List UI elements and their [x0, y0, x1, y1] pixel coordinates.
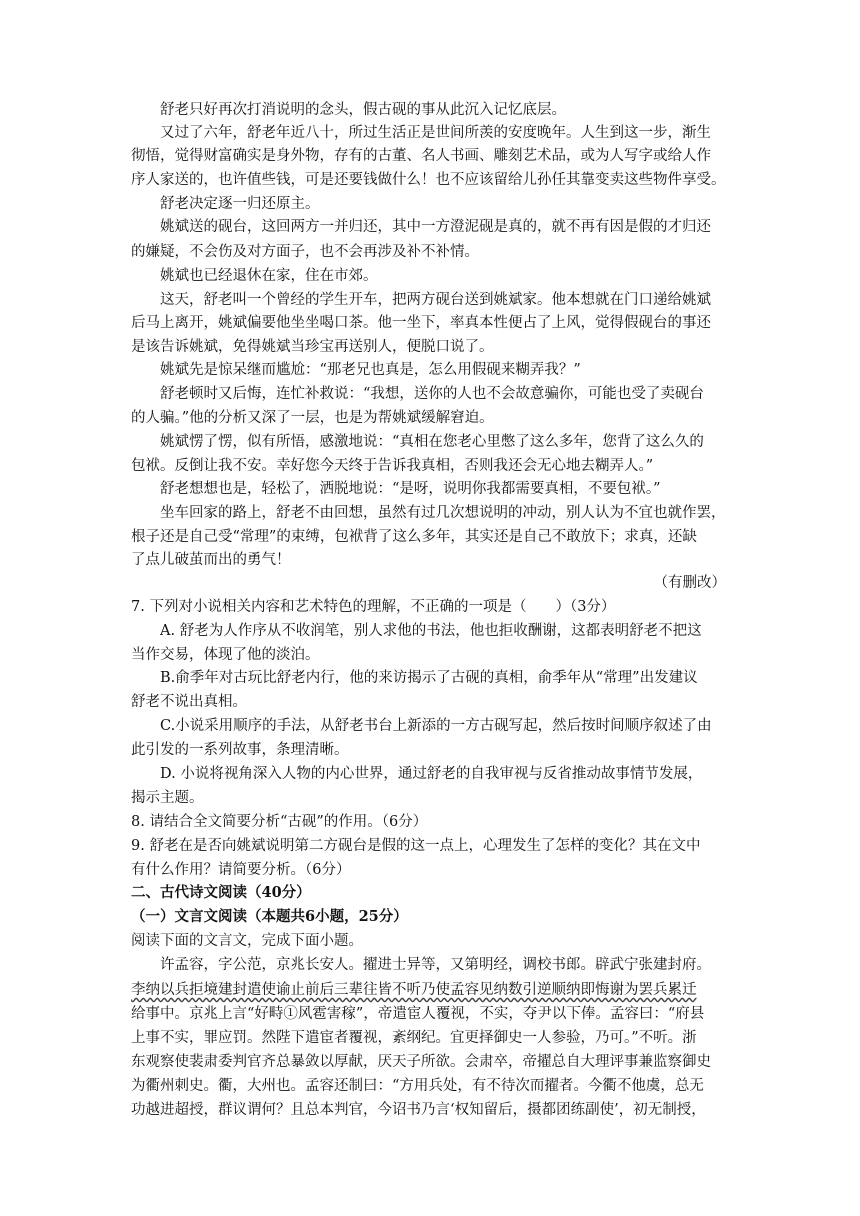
text-line — [0, 595, 860, 619]
line-text: 这天，舒老叫一个曾经的学生开车，把两方砚台送到姚斌家。他本想就在门口递给姚斌 — [160, 292, 711, 308]
text-line — [0, 1074, 860, 1098]
text-line — [0, 881, 860, 905]
text-line — [0, 858, 860, 882]
line-text: 包袱。反倒让我不安。幸好您今天终于告诉我真相，否则我还会无心地去糊弄人。” — [131, 458, 654, 474]
text-line — [0, 501, 860, 525]
text-line — [0, 525, 860, 549]
text-line — [0, 215, 860, 239]
line-text: 8. 请结合全文简要分析“古砚”的作用。（6分） — [131, 814, 428, 830]
line-text: 后马上离开，姚斌偏要他坐坐喝口茶。他一坐下，率真本性便占了上风，觉得假砚台的事还 — [131, 315, 711, 331]
text-line — [0, 786, 860, 810]
line-text: 又过了六年，舒老年近八十，所过生活正是世间所羡的安度晚年。人生到这一步，渐生 — [160, 125, 711, 141]
text-line — [0, 454, 860, 478]
line-text: 舒老只好再次打消说明的念头，假古砚的事从此沉入记忆底层。 — [160, 102, 566, 118]
text-line — [0, 738, 860, 762]
line-text: D. 小说将视角深入人物的内心世界，通过舒老的自我审视与反省推动故事情节发展， — [160, 766, 703, 782]
text-line — [0, 430, 860, 454]
line-text: 功越进超授，群议谓何？且总本判官，今诏书乃言‘权知留后，摄都团练副使’，初无制授， — [131, 1102, 706, 1118]
text-line — [0, 335, 860, 359]
line-text: 7. 下列对小说相关内容和艺术特色的理解，不正确的一项是（ ）（3分） — [131, 599, 616, 615]
line-text: 姚斌也已经退休在家，住在市郊。 — [160, 268, 378, 284]
line-text: 为衢州刺史。衢，大州也。孟容还制曰：“方用兵处，有不待次而擢者。今衢不他虞，总无 — [131, 1078, 704, 1094]
line-text: 彻悟，觉得财富确实是身外物，存有的古董、名人书画、雕刻艺术品，或为人写字或给人作 — [131, 148, 711, 164]
text-line — [0, 311, 860, 335]
text-line — [0, 905, 860, 929]
line-text: 此引发的一系列故事，条理清晰。 — [131, 742, 349, 758]
line-text: 东观察使裴肃委判官齐总暴敛以厚献，厌天子所欲。会肃卒，帝擢总自大理评事兼监察御史 — [131, 1054, 711, 1070]
text-line — [0, 929, 860, 953]
line-text: 当作交易，体现了他的淡泊。 — [131, 647, 320, 663]
text-line — [0, 810, 860, 834]
line-text: 上事不实，罪应罚。然陛下遣宦者覆视，紊纲纪。宜更择御史一人参验，乃可。”不听。浙 — [131, 1030, 697, 1046]
text-line — [0, 98, 860, 122]
line-text: 舒老想想也是，轻松了，洒脱地说：“是呀，说明你我都需要真相，不要包袱。” — [160, 481, 661, 497]
line-text: 序人家送的，也许值些钱，可是还要钱做什么！也不应该留给儿孙任其靠变卖这些物件享受。 — [131, 172, 726, 188]
text-line — [0, 666, 860, 690]
text-line — [0, 406, 860, 430]
line-text: 是该告诉姚斌，免得姚斌当珍宝再送别人，便脱口说了。 — [131, 339, 494, 355]
line-text: 阅读下面的文言文，完成下面小题。 — [131, 933, 363, 949]
text-line — [0, 690, 860, 714]
line-text: 有什么作用？请简要分析。（6分） — [131, 862, 351, 878]
text-line — [0, 571, 860, 595]
text-line — [0, 714, 860, 738]
text-line — [0, 1098, 860, 1122]
line-text: 的人骗。”他的分析又深了一层，也是为帮姚斌缓解窘迫。 — [131, 410, 494, 426]
line-text: A. 舒老为人作序从不收润笔，别人求他的书法，他也拒收酬谢，这都表明舒老不把这 — [160, 623, 702, 639]
text-line — [0, 1026, 860, 1050]
text-line — [0, 240, 860, 264]
text-line — [0, 1050, 860, 1074]
text-line — [0, 121, 860, 145]
line-text: 李纳以兵拒境建封遣使谕止前后三辈往皆不听乃使孟容见纳数引逆顺纳即悔谢为罢兵累迁 — [131, 982, 697, 998]
text-line — [0, 382, 860, 406]
line-text: 舒老顿时又后悔，连忙补救说：“我想，送你的人也不会故意骗你，可能也受了卖砚台 — [160, 386, 704, 402]
text-line — [0, 192, 860, 216]
line-text: 二、古代诗文阅读（40分） — [131, 884, 311, 901]
line-text: 揭示主题。 — [131, 790, 204, 806]
line-text: 舒老决定逐一归还原主。 — [160, 196, 320, 212]
line-text: 根子还是自己受“常理”的束缚，包袱背了这么多年，其实还是自己不敢放下；求真，还缺 — [131, 529, 697, 545]
line-text: 许孟容，字公范，京兆长安人。擢进士异等，又第明经，调校书郎。辟武宁张建封府。 — [160, 957, 711, 973]
line-text: 给事中。京兆上言“好畤①风雹害稼”，帝遣宦人覆视，不实，夺尹以下俸。孟容曰：“府县 — [131, 1006, 705, 1022]
line-text: 9. 舒老在是否向姚斌说明第二方砚台是假的这一点上，心理发生了怎样的变化？其在文中 — [131, 838, 701, 854]
line-text: 舒老不说出真相。 — [131, 694, 247, 710]
line-text: 姚斌先是惊呆继而尴尬：“那老兄也真是，怎么用假砚来糊弄我？” — [160, 362, 581, 378]
text-line — [0, 477, 860, 501]
text-line — [0, 264, 860, 288]
line-text: （一）文言文阅读（本题共6小题，25分） — [131, 908, 408, 925]
line-text: 姚斌送的砚台，这回两方一并归还，其中一方澄泥砚是真的，就不再有因是假的才归还 — [160, 219, 711, 235]
text-line — [0, 168, 860, 192]
line-text: 了点儿破茧而出的勇气！ — [131, 552, 291, 568]
text-line — [0, 144, 860, 168]
text-line — [0, 643, 860, 667]
text-line — [0, 619, 860, 643]
text-line — [0, 953, 860, 977]
text-line — [0, 834, 860, 858]
line-text: C.小说采用顺序的手法，从舒老书台上新添的一方古砚写起，然后按时间顺序叙述了由 — [160, 718, 712, 734]
text-line — [0, 978, 860, 1002]
text-line — [0, 548, 860, 572]
line-text: 坐车回家的路上，舒老不由回想，虽然有过几次想说明的冲动，别人认为不宜也就作罢， — [160, 505, 726, 521]
line-text: 的嫌疑，不会伤及对方面子，也不会再涉及补不补情。 — [131, 244, 479, 260]
text-line — [0, 762, 860, 786]
text-line — [0, 288, 860, 312]
text-line — [0, 358, 860, 382]
text-line — [0, 1002, 860, 1026]
line-text: 姚斌愣了愣，似有所悟，感激地说：“真相在您老心里憋了这么多年，您背了这么久的 — [160, 434, 704, 450]
line-text: B.俞季年对古玩比舒老内行，他的来访揭示了古砚的真相，俞季年从“常理”出发建议 — [160, 670, 698, 686]
line-text: （有删改） — [653, 575, 726, 591]
